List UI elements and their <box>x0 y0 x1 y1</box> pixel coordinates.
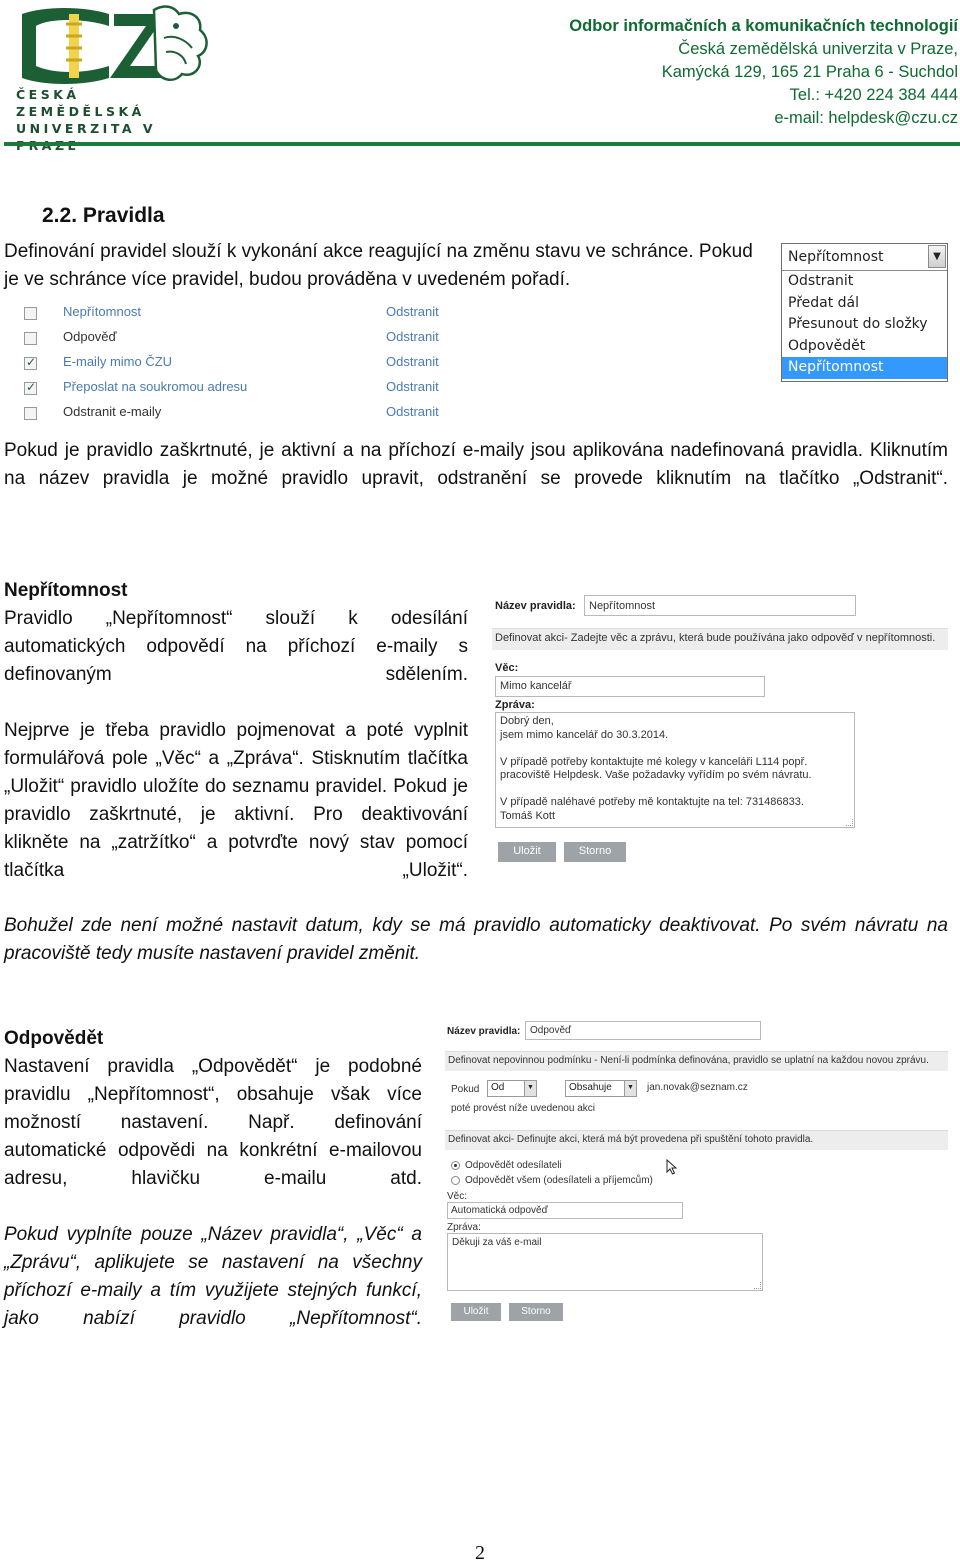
chevron-down-icon[interactable]: ▼ <box>928 245 946 268</box>
condition-info-bar: Definovat nepovinnou podmínku - Není-li podmínka definována, pravidlo se uplatní na každou novou zprávu. <box>445 1051 948 1071</box>
subject-input[interactable]: Mimo kancelář <box>495 676 765 697</box>
rule-delete-link[interactable]: Odstranit <box>386 379 439 394</box>
rule-row <box>24 402 454 427</box>
rule-checkbox[interactable] <box>24 407 37 420</box>
message-line: Tomáš Kott <box>500 809 556 822</box>
dropdown-selected[interactable] <box>782 244 947 271</box>
message-line: Dobrý den, <box>500 715 554 727</box>
reply-paragraph-2: Pokud vyplníte pouze „Název pravidla“, „Věc“ a „Zprávu“, aplikujete se nastavení na všechny příchozí e-maily a tím využijete stejných funkcí, jako nabízí pravidlo „Nepřítomnost“. <box>4 1224 422 1329</box>
save-button[interactable]: Uložit <box>498 842 556 862</box>
rule-name-input[interactable]: Odpověď <box>525 1021 761 1040</box>
message-line: pracoviště Helpdesk. Vaše požadavky vyřídím po svém návratu. <box>500 769 812 781</box>
mouse-cursor-icon <box>666 1159 678 1175</box>
rules-list <box>0 300 470 428</box>
logo-line-3: UNIVERZITA V <box>16 121 157 136</box>
rule-name-input[interactable]: Nepřítomnost <box>584 595 856 616</box>
absence-heading: Nepřítomnost <box>4 580 128 601</box>
subject-label: Věc: <box>495 662 519 674</box>
department-name: Odbor informačních a komunikačních technologií <box>569 17 958 35</box>
reply-paragraph-1: Nastavení pravidla „Odpovědět“ je podobné pravidlu „Nepřítomnost“, obsahuje však více možností nastavení. Např. definování automatické odpovědi na konkrétní e-mailovou adresu, hlavičku e-mailu atd. <box>4 1056 422 1189</box>
rule-delete-link[interactable]: Odstranit <box>386 354 439 369</box>
absence-note: Bohužel zde není možné nastavit datum, kdy se má pravidlo automaticky deaktivovat. Po svém návratu na pracoviště tedy musíte nastavení pravidel změnit. <box>4 915 948 964</box>
message-line: V případě naléhavé potřeby mě kontaktujte na tel: 731486833. <box>500 796 804 808</box>
dropdown-selected-label: Nepřítomnost <box>788 249 884 265</box>
section-title: 2.2. Pravidla <box>42 204 165 227</box>
rule-row <box>24 377 454 402</box>
chevron-down-icon: ▼ <box>524 1081 536 1096</box>
rule-row <box>24 352 454 377</box>
reply-heading: Odpovědět <box>4 1028 104 1049</box>
message-label: Zpráva: <box>495 699 535 711</box>
chevron-down-icon: ▼ <box>624 1081 636 1096</box>
rule-name-link[interactable]: E-maily mimo ČZU <box>63 354 173 369</box>
condition-field-value: Od <box>491 1082 505 1093</box>
university-name: Česká zemědělská univerzita v Praze, <box>678 40 958 58</box>
message-blank-line <box>500 783 850 797</box>
absence-paragraph-2: Nejprve je třeba pravidlo pojmenovat a poté vyplnit formulářová pole „Věc“ a „Zpráva“. Stisknutím tlačítka „Uložit“ pravidlo uložíte do seznamu pravidel. Pokud je pravidlo zaškrtnuté, je aktivní. Pro deaktivování klikněte na „zatržítko“ a potvrďte nový stav pomocí tlačítka „Uložit“. <box>4 720 468 881</box>
reply-form <box>445 1018 950 1328</box>
action-info-bar: Definovat akci- Zadejte věc a zprávu, která bude používána jako odpověď v nepřítomnosti. <box>492 628 948 650</box>
condition-label: Pokud <box>451 1084 480 1095</box>
czu-logo-mark <box>14 4 214 88</box>
condition-operator-select[interactable] <box>565 1080 637 1097</box>
phone: Tel.: +420 224 384 444 <box>789 86 958 104</box>
cancel-button[interactable]: Storno <box>509 1303 563 1321</box>
message-label: Zpráva: <box>447 1222 481 1233</box>
condition-field-select[interactable] <box>487 1080 537 1097</box>
action-info-bar: Definovat akci- Definujte akci, která má být provedena při spuštění tohoto pravidla. <box>445 1130 948 1150</box>
intro-paragraph: Definování pravidel slouží k vykonání akce reagující na změnu stavu ve schránce. Pokud je ve schránce více pravidel, budou prováděna v uvedeném pořadí. <box>4 241 753 290</box>
rule-checkbox[interactable] <box>24 307 37 320</box>
rule-name-label: Název pravidla: <box>447 1026 521 1037</box>
message-textarea[interactable] <box>495 712 855 828</box>
subject-input[interactable]: Automatická odpověď <box>447 1202 683 1219</box>
email: e-mail: helpdesk@czu.cz <box>774 109 958 127</box>
rule-delete-link[interactable]: Odstranit <box>386 329 439 344</box>
message-textarea[interactable]: Děkuji za váš e-mail <box>447 1233 763 1291</box>
rule-row <box>24 327 454 352</box>
condition-value-input[interactable]: jan.novak@seznam.cz <box>643 1080 791 1097</box>
message-line: V případě potřeby kontaktujte mé kolegy v kanceláři L114 popř. <box>500 755 808 768</box>
rule-name-label: Název pravidla: <box>495 600 576 612</box>
condition-operator-value: Obsahuje <box>569 1082 612 1093</box>
dropdown-option[interactable]: Odpovědět <box>788 337 866 354</box>
reply-all-label: Odpovědět všem (odesílateli a příjemcům) <box>465 1175 653 1186</box>
absence-form <box>492 592 952 872</box>
message-blank-line <box>500 742 850 756</box>
logo-line-2: ZEMĚDĚLSKÁ <box>16 104 145 119</box>
rule-name-link[interactable]: Přeposlat na soukromou adresu <box>63 379 248 394</box>
dropdown-option[interactable]: Přesunout do složky <box>788 316 928 333</box>
rule-name-link[interactable]: Odstranit e-maily <box>63 404 162 419</box>
dropdown-option[interactable]: Předat dál <box>788 294 860 311</box>
reply-sender-label: Odpovědět odesílateli <box>465 1160 562 1171</box>
contact-block <box>569 15 958 130</box>
rules-explanation: Pokud je pravidlo zaškrtnuté, je aktivní a na příchozí e-maily jsou aplikována nadefinovaná pravidla. Kliknutím na název pravidla je možné pravidlo upravit, odstranění se provede kliknutím na tlačítko „Odstranit“. <box>4 440 948 489</box>
condition-note: poté provést níže uvedenou akci <box>451 1103 595 1114</box>
subject-label: Věc: <box>447 1191 468 1202</box>
rule-delete-link[interactable]: Odstranit <box>386 404 439 419</box>
cancel-button[interactable]: Storno <box>564 842 626 862</box>
logo <box>14 4 214 136</box>
save-button[interactable]: Uložit <box>451 1303 501 1321</box>
address: Kamýcká 129, 165 21 Praha 6 - Suchdol <box>661 63 958 81</box>
rule-row <box>24 302 454 327</box>
reply-all-radio[interactable] <box>451 1176 460 1185</box>
rule-name-link[interactable]: Nepřítomnost <box>63 304 142 319</box>
rule-name-link[interactable]: Odpověď <box>63 329 117 344</box>
logo-line-1: ČESKÁ <box>16 87 80 102</box>
rule-checkbox[interactable] <box>24 357 37 370</box>
message-line: jsem mimo kancelář do 30.3.2014. <box>500 728 669 741</box>
page-number: 2 <box>475 1542 485 1564</box>
absence-paragraph-1: Pravidlo „Nepřítomnost“ slouží k odesílání automatických odpovědí na příchozí e-maily s definovaným sdělením. <box>4 608 468 685</box>
dropdown-option[interactable]: Odstranit <box>788 273 854 289</box>
reply-sender-radio[interactable] <box>451 1161 460 1170</box>
rule-delete-link[interactable]: Odstranit <box>386 304 439 319</box>
header-divider <box>4 142 960 146</box>
rule-checkbox[interactable] <box>24 382 37 395</box>
dropdown-option-selected[interactable]: Nepřítomnost <box>782 357 947 379</box>
rule-checkbox[interactable] <box>24 332 37 345</box>
action-dropdown[interactable] <box>781 243 948 382</box>
